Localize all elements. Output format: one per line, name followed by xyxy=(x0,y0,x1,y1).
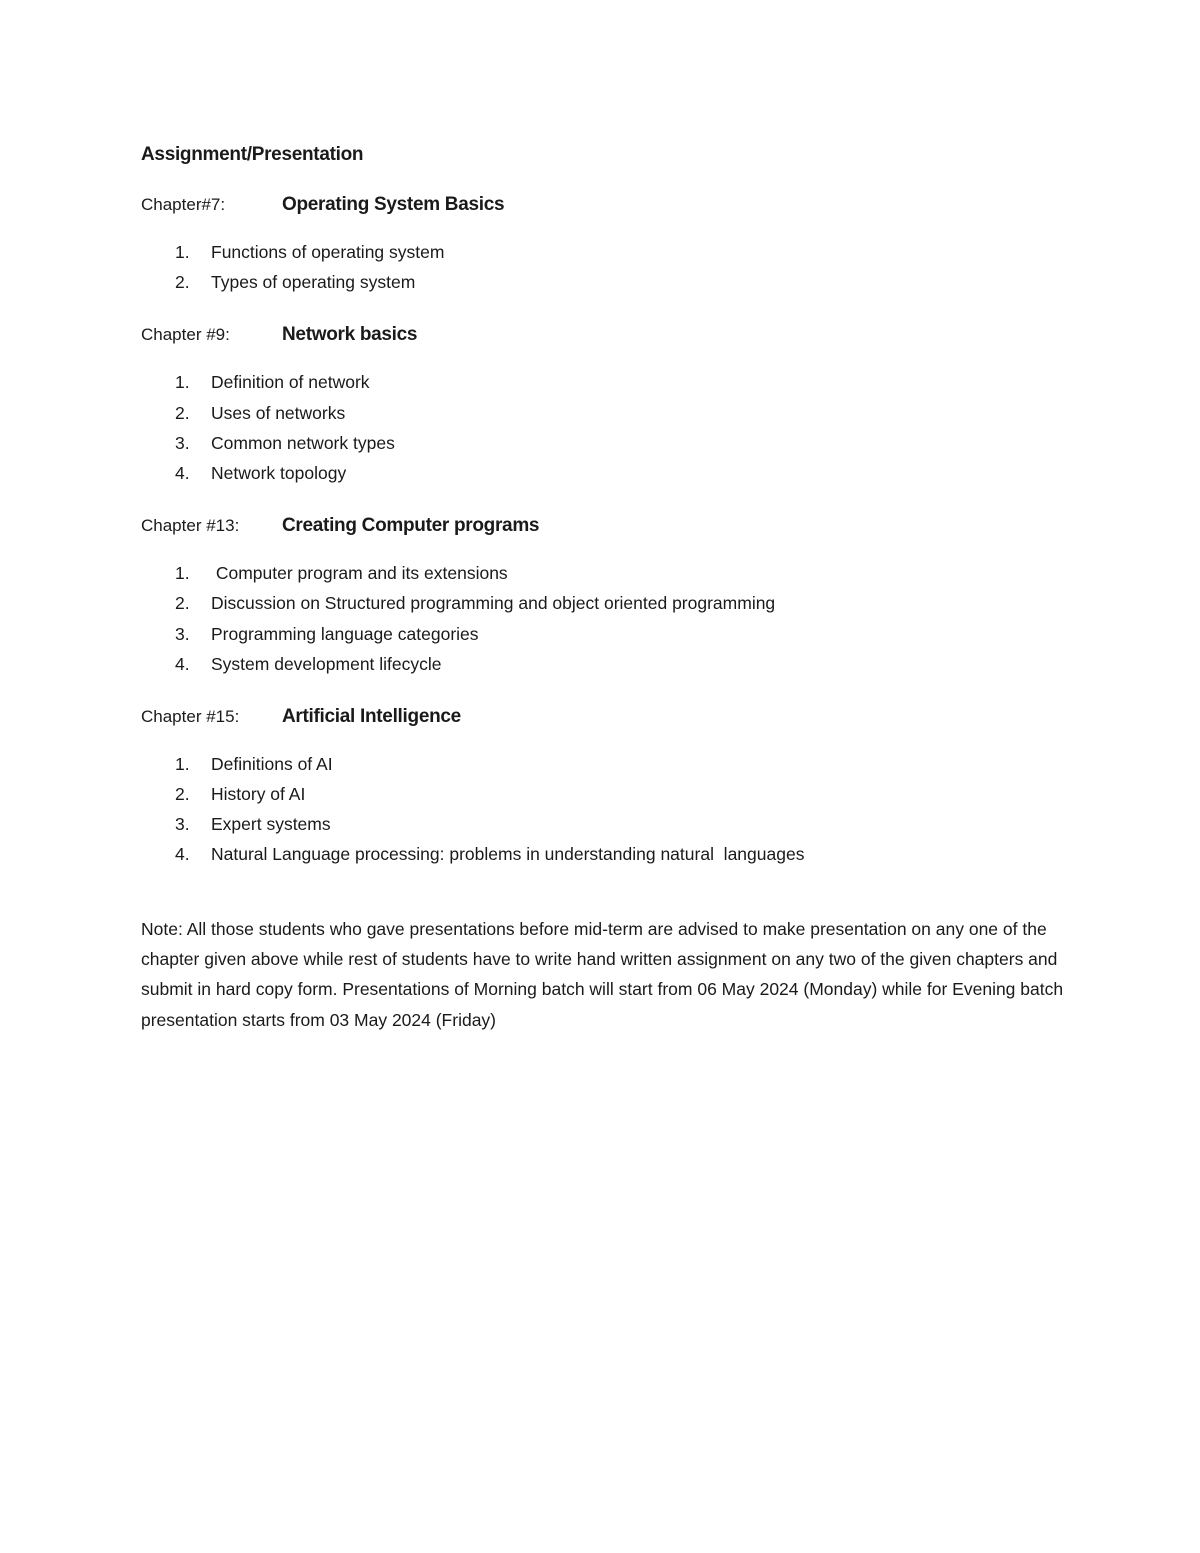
topic-list xyxy=(141,749,1071,870)
topic-list xyxy=(141,367,1071,488)
chapter-section xyxy=(141,323,1071,488)
list-item-number: 1. xyxy=(175,372,190,393)
list-item xyxy=(141,619,1071,649)
chapter-label: Chapter #13: xyxy=(141,516,240,536)
list-item xyxy=(141,749,1071,779)
chapter-heading xyxy=(141,193,1071,217)
topic-list xyxy=(141,558,1071,679)
list-item xyxy=(141,428,1071,458)
chapter-heading xyxy=(141,514,1071,538)
list-item-text: Types of operating system xyxy=(211,272,416,293)
list-item-number: 2. xyxy=(175,593,190,614)
list-item-text: Uses of networks xyxy=(211,402,346,423)
list-item xyxy=(141,809,1071,839)
list-item-number: 2. xyxy=(175,402,190,423)
list-item-text: Discussion on Structured programming and object oriented programming xyxy=(211,593,776,614)
chapter-section xyxy=(141,705,1071,870)
list-item xyxy=(141,558,1071,588)
list-item-number: 3. xyxy=(175,432,190,453)
list-item-number: 4. xyxy=(175,653,190,674)
list-item xyxy=(141,367,1071,397)
list-item xyxy=(141,398,1071,428)
note-text: All those students who gave presentations before mid-term are advised to make presentation on any one of the chapter given above while rest of students have to write hand written assignment on any two of the given chapters and submit in hard copy form. Presentations of Morning batch will start from 06 May 2024 (Monday) while for Evening batch presentation starts from 03 May 2024 (Friday) xyxy=(141,918,1064,1030)
list-item-text: Definition of network xyxy=(211,372,370,393)
list-item-number: 3. xyxy=(175,814,190,835)
note-label: Note: xyxy=(141,918,183,939)
chapter-label: Chapter #15: xyxy=(141,706,240,726)
chapter-title: Creating Computer programs xyxy=(282,515,540,537)
list-item-number: 3. xyxy=(175,623,190,644)
list-item-number: 1. xyxy=(175,242,190,262)
chapter-heading xyxy=(141,705,1071,729)
chapter-label: Chapter#7: xyxy=(141,195,226,214)
list-item-number: 4. xyxy=(175,844,190,865)
list-item-text: Network topology xyxy=(211,462,347,483)
list-item-text: Definitions of AI xyxy=(211,753,333,774)
list-item-text: System development lifecycle xyxy=(211,653,442,674)
list-item-number: 1. xyxy=(175,563,190,584)
document-title: Assignment/Presentation xyxy=(141,144,364,165)
chapter-label: Chapter #9: xyxy=(141,325,230,345)
chapter-title: Network basics xyxy=(282,324,418,346)
list-item xyxy=(141,458,1071,488)
list-item xyxy=(141,779,1071,809)
list-item-text: Expert systems xyxy=(211,814,331,835)
list-item xyxy=(141,588,1071,618)
note-paragraph xyxy=(141,914,1066,1035)
chapter-title: Operating System Basics xyxy=(282,194,505,215)
chapter-section xyxy=(141,193,1071,297)
list-item-number: 2. xyxy=(175,784,190,805)
list-item-text: Common network types xyxy=(211,432,395,453)
list-item xyxy=(141,237,1071,267)
list-item-number: 2. xyxy=(175,272,190,293)
chapter-list xyxy=(141,193,1071,870)
chapter-title: Artificial Intelligence xyxy=(282,705,461,727)
list-item-number: 1. xyxy=(175,753,190,774)
list-item xyxy=(141,839,1071,869)
list-item-text: Programming language categories xyxy=(211,623,479,644)
list-item xyxy=(141,267,1071,297)
topic-list xyxy=(141,237,1071,297)
list-item-text: History of AI xyxy=(211,784,306,805)
list-item-number: 4. xyxy=(175,462,190,483)
list-item-text: Natural Language processing: problems in understanding natural languages xyxy=(211,844,805,865)
chapter-heading xyxy=(141,323,1071,347)
list-item-text: Computer program and its extensions xyxy=(211,563,508,584)
chapter-section xyxy=(141,514,1071,679)
list-item-text: Functions of operating system xyxy=(211,242,445,262)
document-body xyxy=(141,143,1071,1052)
list-item xyxy=(141,649,1071,679)
